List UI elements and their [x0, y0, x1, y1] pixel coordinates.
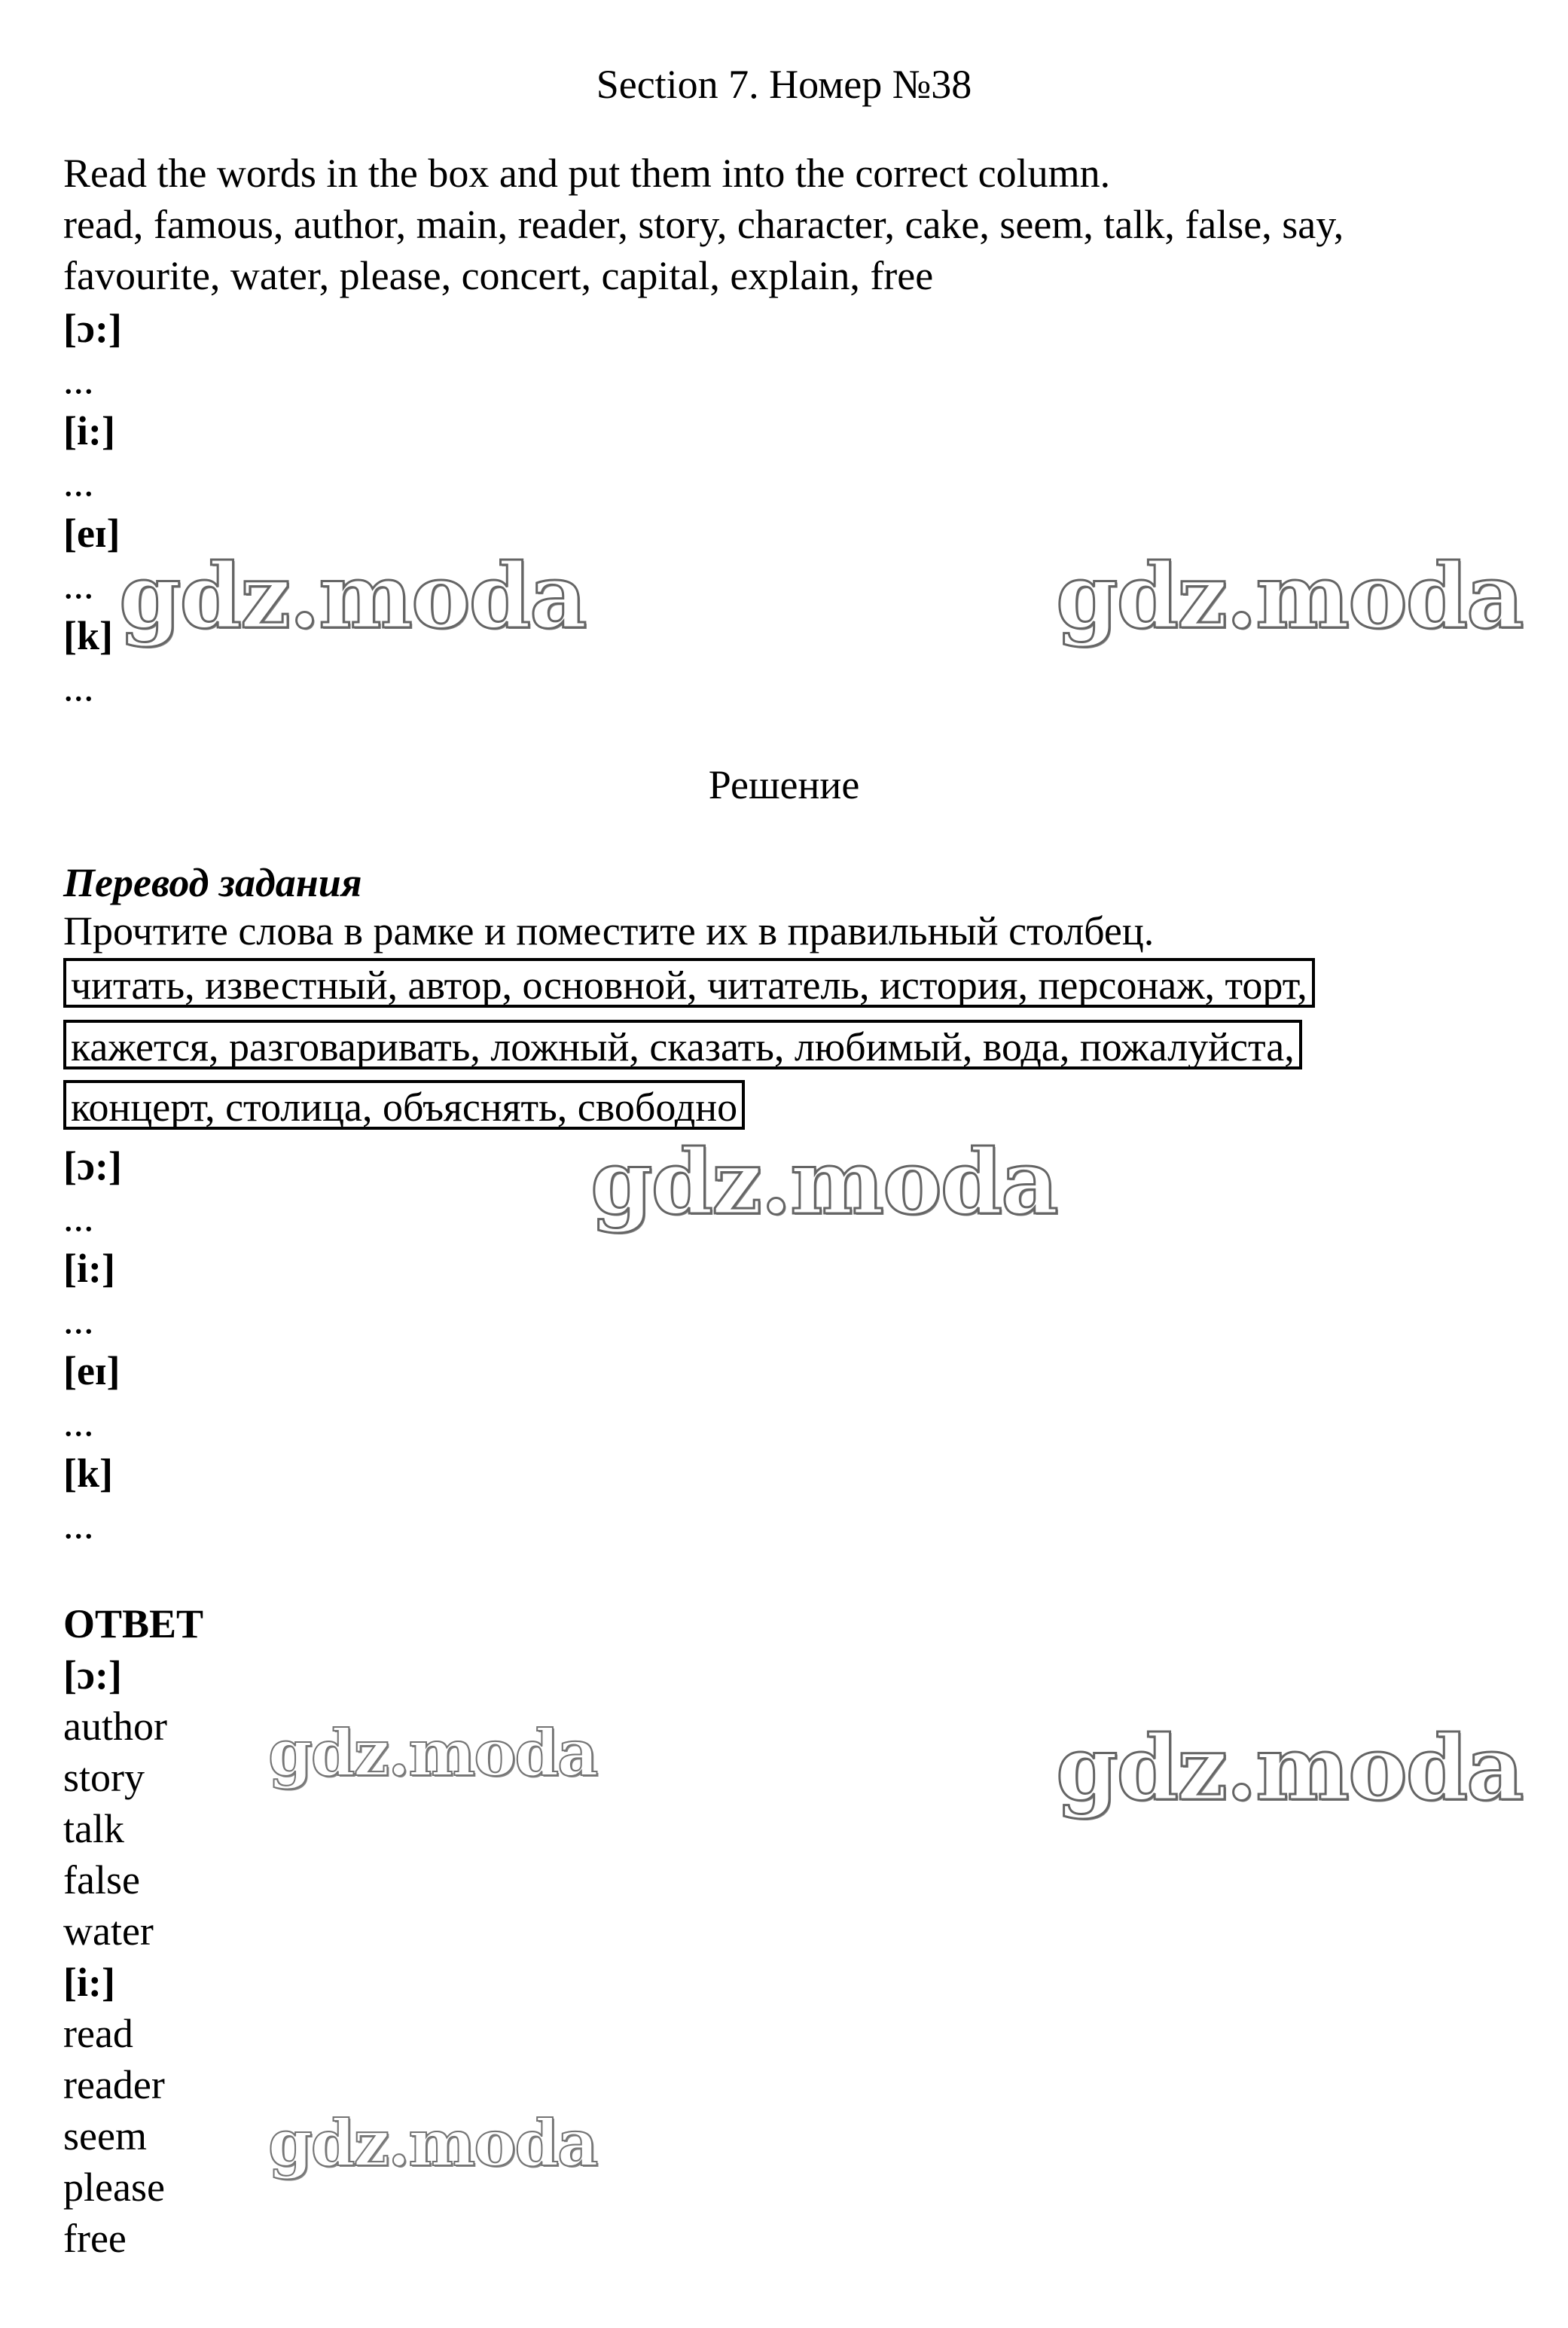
translation-column-sound-3: [eɪ] — [63, 1348, 120, 1393]
answer-word: author — [63, 1704, 167, 1749]
word-box-line-1: читать, известный, автор, основной, читатель, история, персонаж, торт, — [63, 958, 1315, 1008]
answer-word: read — [63, 2011, 133, 2056]
answer-word: please — [63, 2165, 165, 2210]
answer-word: free — [63, 2216, 127, 2261]
answer-word: reader — [63, 2062, 165, 2107]
task-column-placeholder-4: ... — [63, 664, 94, 709]
translation-heading: Перевод задания — [63, 860, 362, 905]
answer-word: false — [63, 1857, 140, 1902]
translation-column-placeholder-3: ... — [63, 1399, 94, 1445]
translation-instruction: Прочтите слова в рамке и поместите их в правильный столбец. — [63, 908, 1155, 953]
answer-sound-2: [i:] — [63, 1960, 115, 2005]
solution-heading: Решение — [708, 762, 860, 807]
task-column-placeholder-1: ... — [63, 357, 94, 402]
answer-word: water — [63, 1908, 154, 1954]
task-column-sound-2: [i:] — [63, 408, 115, 453]
answer-word: story — [63, 1755, 145, 1800]
translation-column-placeholder-4: ... — [63, 1502, 94, 1547]
watermark: gdz.moda — [590, 1130, 1057, 1234]
task-column-sound-4: [k] — [63, 613, 113, 658]
task-words-line-2: favourite, water, please, concert, capital, explain, free — [63, 253, 934, 298]
answer-word: seem — [63, 2113, 147, 2159]
watermark: gdz.moda — [119, 544, 586, 648]
translation-column-sound-1: [ɔ:] — [63, 1143, 122, 1188]
translation-column-placeholder-1: ... — [63, 1195, 94, 1240]
word-box-line-2: кажется, разговаривать, ложный, сказать, любимый, вода, пожалуйста, — [63, 1020, 1302, 1069]
translation-column-sound-4: [k] — [63, 1451, 113, 1496]
watermark: gdz.moda — [268, 2106, 597, 2180]
answer-heading: ОТВЕТ — [63, 1601, 204, 1646]
task-column-placeholder-3: ... — [63, 562, 94, 607]
task-column-sound-3: [eɪ] — [63, 511, 120, 556]
translation-column-sound-2: [i:] — [63, 1246, 115, 1291]
answer-sound-1: [ɔ:] — [63, 1652, 122, 1698]
watermark: gdz.moda — [268, 1716, 597, 1790]
page-title: Section 7. Номер №38 — [596, 62, 972, 107]
task-column-sound-1: [ɔ:] — [63, 306, 122, 351]
watermark: gdz.moda — [1056, 544, 1523, 648]
translation-column-placeholder-2: ... — [63, 1297, 94, 1342]
task-instruction: Read the words in the box and put them into the correct column. — [63, 151, 1111, 196]
answer-word: talk — [63, 1806, 124, 1851]
task-words-line-1: read, famous, author, main, reader, story, character, cake, seem, talk, false, say, — [63, 202, 1344, 247]
watermark: gdz.moda — [1056, 1716, 1523, 1820]
task-column-placeholder-2: ... — [63, 459, 94, 505]
word-box-line-3: концерт, столица, объяснять, свободно — [63, 1080, 745, 1130]
